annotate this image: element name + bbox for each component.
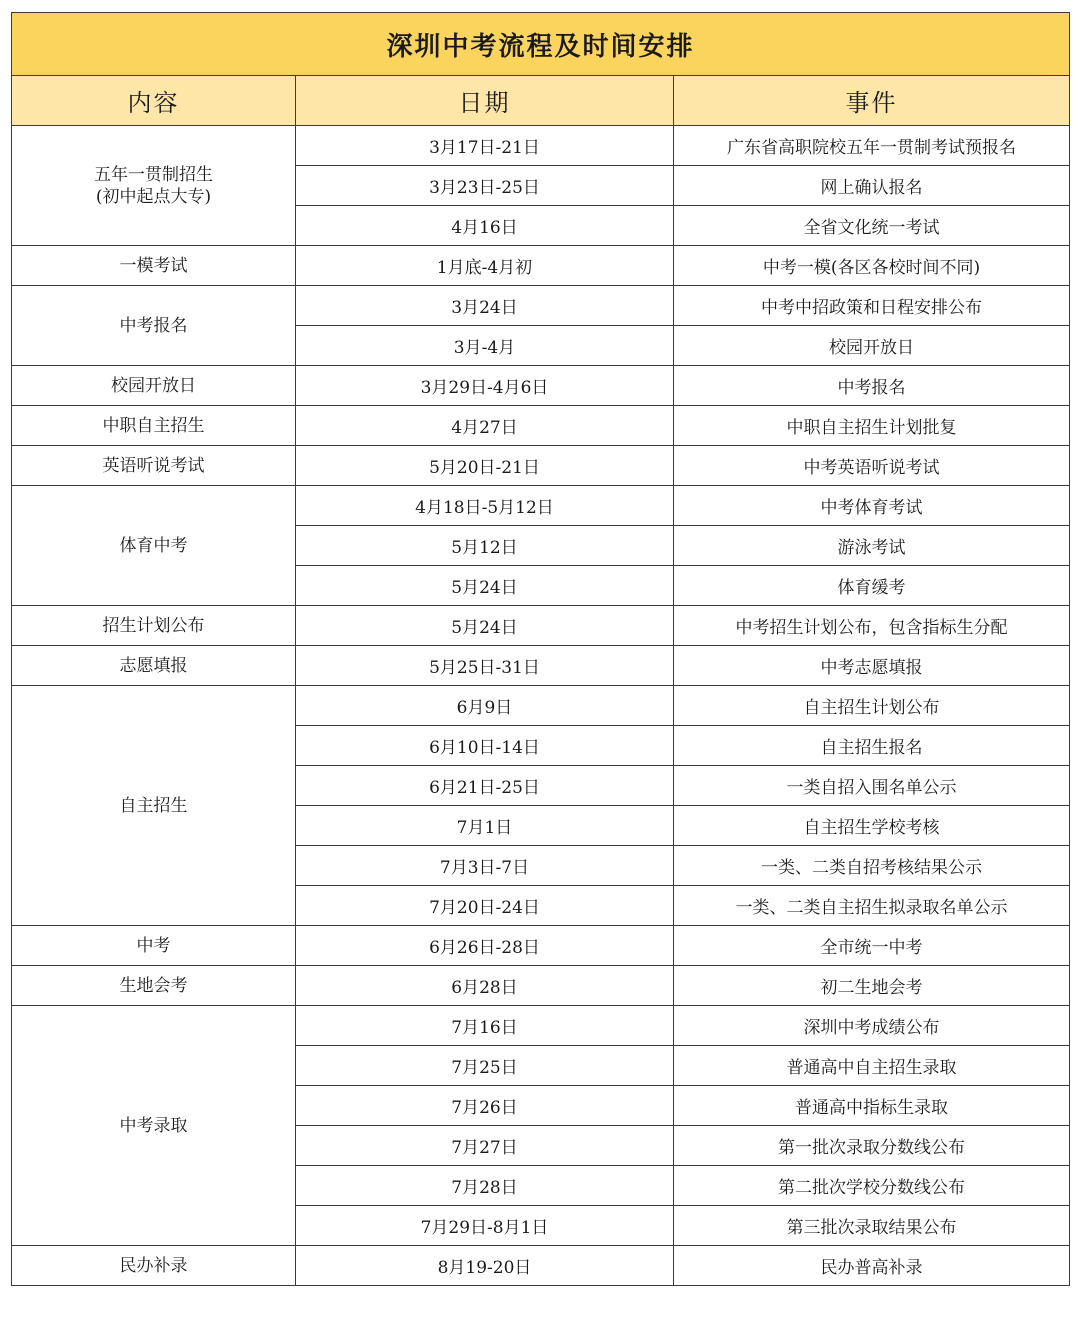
date-cell: 5月20日-21日 bbox=[296, 446, 674, 486]
event-cell: 一类、二类自主招生拟录取名单公示 bbox=[674, 886, 1070, 926]
content-line: 生地会考 bbox=[119, 975, 188, 996]
event-cell: 自主招生学校考核 bbox=[674, 806, 1070, 846]
table-row bbox=[12, 1246, 1070, 1286]
event-cell: 深圳中考成绩公布 bbox=[674, 1006, 1070, 1046]
content-cell bbox=[12, 606, 296, 646]
event-cell: 普通高中自主招生录取 bbox=[674, 1046, 1070, 1086]
date-cell: 6月21日-25日 bbox=[296, 766, 674, 806]
column-header-event: 事件 bbox=[674, 76, 1070, 126]
table-row bbox=[12, 446, 1070, 486]
event-cell: 第一批次录取分数线公布 bbox=[674, 1126, 1070, 1166]
date-cell: 7月29日-8月1日 bbox=[296, 1206, 674, 1246]
date-cell: 3月24日 bbox=[296, 286, 674, 326]
content-cell bbox=[12, 966, 296, 1006]
date-cell: 7月3日-7日 bbox=[296, 846, 674, 886]
content-cell bbox=[12, 926, 296, 966]
date-cell: 6月26日-28日 bbox=[296, 926, 674, 966]
date-cell: 4月16日 bbox=[296, 206, 674, 246]
content-line: 一模考试 bbox=[119, 255, 188, 276]
table-row bbox=[12, 606, 1070, 646]
event-cell: 广东省高职院校五年一贯制考试预报名 bbox=[674, 126, 1070, 166]
content-line: 招生计划公布 bbox=[102, 615, 205, 636]
date-cell: 7月20日-24日 bbox=[296, 886, 674, 926]
date-cell: 5月12日 bbox=[296, 526, 674, 566]
table-row bbox=[12, 366, 1070, 406]
content-line: 英语听说考试 bbox=[102, 455, 205, 476]
table-row bbox=[12, 406, 1070, 446]
content-cell bbox=[12, 646, 296, 686]
content-cell bbox=[12, 366, 296, 406]
content-line: 校园开放日 bbox=[111, 375, 196, 396]
schedule-table bbox=[11, 12, 1070, 1286]
table-row bbox=[12, 966, 1070, 1006]
table-row bbox=[12, 286, 1070, 326]
content-cell bbox=[12, 126, 296, 246]
date-cell: 7月26日 bbox=[296, 1086, 674, 1126]
content-line: 民办补录 bbox=[119, 1255, 188, 1276]
content-line: (初中起点大专) bbox=[95, 186, 212, 207]
event-cell: 校园开放日 bbox=[674, 326, 1070, 366]
event-cell: 网上确认报名 bbox=[674, 166, 1070, 206]
event-cell: 第三批次录取结果公布 bbox=[674, 1206, 1070, 1246]
event-cell: 体育缓考 bbox=[674, 566, 1070, 606]
event-cell: 初二生地会考 bbox=[674, 966, 1070, 1006]
event-cell: 一类自招入围名单公示 bbox=[674, 766, 1070, 806]
title-row bbox=[12, 13, 1070, 76]
date-cell: 3月-4月 bbox=[296, 326, 674, 366]
event-cell: 中考一模(各区各校时间不同) bbox=[674, 246, 1070, 286]
date-cell: 6月9日 bbox=[296, 686, 674, 726]
content-line: 自主招生 bbox=[119, 795, 188, 816]
content-cell bbox=[12, 286, 296, 366]
header-row bbox=[12, 76, 1070, 126]
date-cell: 4月27日 bbox=[296, 406, 674, 446]
table-body bbox=[12, 126, 1070, 1286]
event-cell: 普通高中指标生录取 bbox=[674, 1086, 1070, 1126]
event-cell: 中考报名 bbox=[674, 366, 1070, 406]
event-cell: 中考志愿填报 bbox=[674, 646, 1070, 686]
date-cell: 6月10日-14日 bbox=[296, 726, 674, 766]
date-cell: 1月底-4月初 bbox=[296, 246, 674, 286]
table-row bbox=[12, 926, 1070, 966]
content-cell bbox=[12, 406, 296, 446]
date-cell: 5月24日 bbox=[296, 566, 674, 606]
content-cell bbox=[12, 1246, 296, 1286]
date-cell: 8月19-20日 bbox=[296, 1246, 674, 1286]
date-cell: 6月28日 bbox=[296, 966, 674, 1006]
content-line: 志愿填报 bbox=[119, 655, 188, 676]
event-cell: 第二批次学校分数线公布 bbox=[674, 1166, 1070, 1206]
event-cell: 中职自主招生计划批复 bbox=[674, 406, 1070, 446]
content-line: 中职自主招生 bbox=[102, 415, 205, 436]
column-header-content: 内容 bbox=[12, 76, 296, 126]
table-row bbox=[12, 246, 1070, 286]
content-line: 中考 bbox=[136, 935, 171, 956]
date-cell: 5月24日 bbox=[296, 606, 674, 646]
event-cell: 中考体育考试 bbox=[674, 486, 1070, 526]
event-cell: 中考中招政策和日程安排公布 bbox=[674, 286, 1070, 326]
event-cell: 中考英语听说考试 bbox=[674, 446, 1070, 486]
event-cell: 游泳考试 bbox=[674, 526, 1070, 566]
column-header-date: 日期 bbox=[296, 76, 674, 126]
date-cell: 5月25日-31日 bbox=[296, 646, 674, 686]
content-line: 体育中考 bbox=[119, 535, 188, 556]
date-cell: 3月23日-25日 bbox=[296, 166, 674, 206]
date-cell: 4月18日-5月12日 bbox=[296, 486, 674, 526]
date-cell: 7月25日 bbox=[296, 1046, 674, 1086]
table-row bbox=[12, 126, 1070, 166]
content-cell bbox=[12, 686, 296, 926]
date-cell: 7月28日 bbox=[296, 1166, 674, 1206]
content-line: 中考录取 bbox=[119, 1115, 188, 1136]
content-cell bbox=[12, 446, 296, 486]
content-line: 五年一贯制招生 bbox=[94, 164, 213, 185]
event-cell: 全市统一中考 bbox=[674, 926, 1070, 966]
content-line: 中考报名 bbox=[119, 315, 188, 336]
content-cell bbox=[12, 1006, 296, 1246]
event-cell: 自主招生报名 bbox=[674, 726, 1070, 766]
table-title: 深圳中考流程及时间安排 bbox=[12, 13, 1070, 76]
date-cell: 7月1日 bbox=[296, 806, 674, 846]
table-row bbox=[12, 646, 1070, 686]
event-cell: 全省文化统一考试 bbox=[674, 206, 1070, 246]
table-row bbox=[12, 1006, 1070, 1046]
content-cell bbox=[12, 486, 296, 606]
event-cell: 民办普高补录 bbox=[674, 1246, 1070, 1286]
event-cell: 自主招生计划公布 bbox=[674, 686, 1070, 726]
table-row bbox=[12, 686, 1070, 726]
table-row bbox=[12, 486, 1070, 526]
content-cell bbox=[12, 246, 296, 286]
date-cell: 7月16日 bbox=[296, 1006, 674, 1046]
date-cell: 3月29日-4月6日 bbox=[296, 366, 674, 406]
date-cell: 7月27日 bbox=[296, 1126, 674, 1166]
event-cell: 一类、二类自招考核结果公示 bbox=[674, 846, 1070, 886]
event-cell: 中考招生计划公布，包含指标生分配 bbox=[674, 606, 1070, 646]
date-cell: 3月17日-21日 bbox=[296, 126, 674, 166]
